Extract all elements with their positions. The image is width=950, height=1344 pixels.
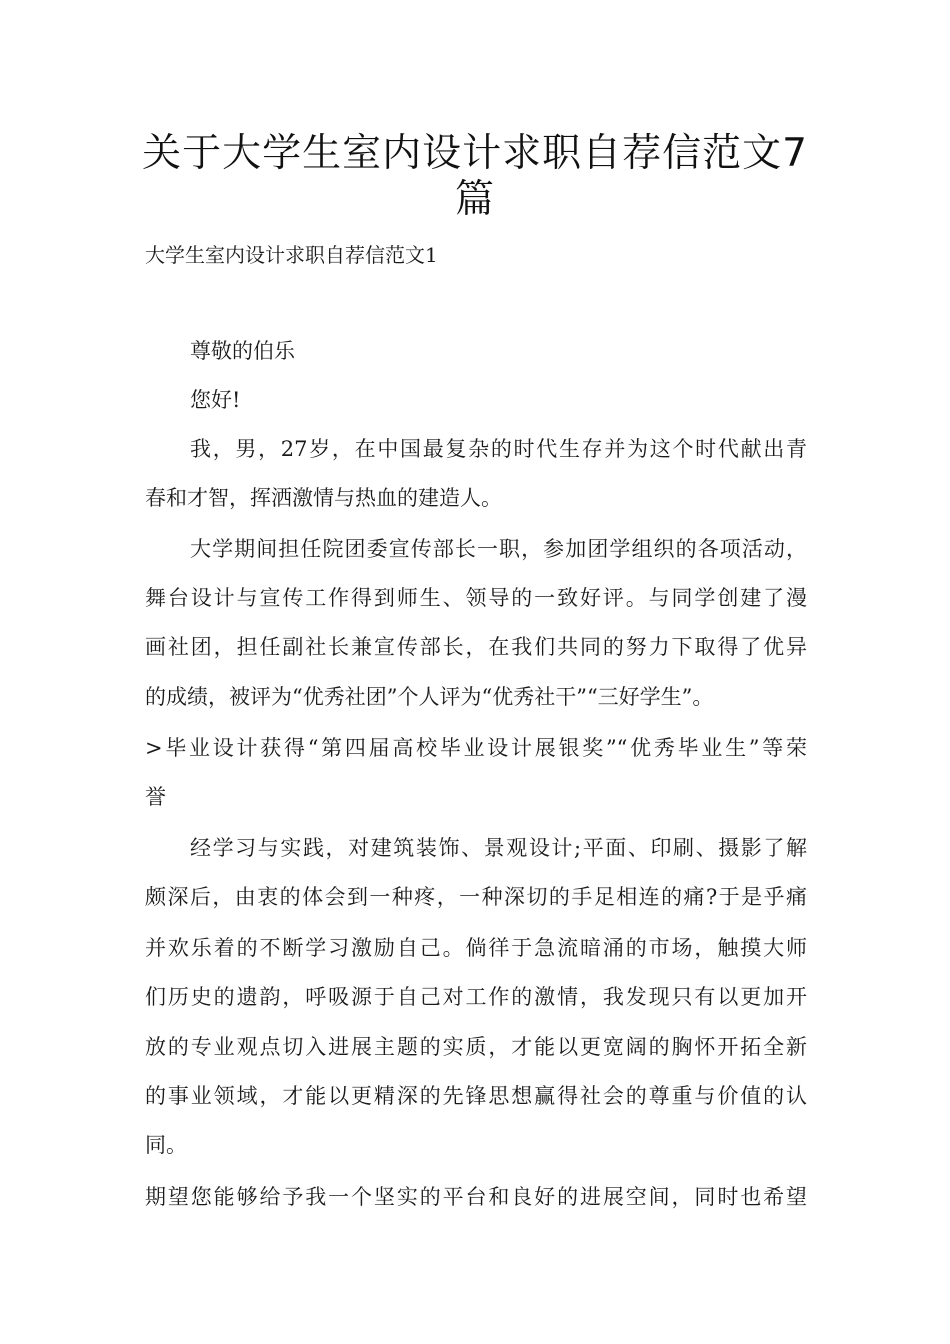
salutation: 尊敬的伯乐 [190, 339, 295, 363]
paragraph-2-line: >毕业设计获得“第四届高校毕业设计展银奖”“优秀毕业生”等荣 [145, 736, 807, 760]
document-title-line-1: 关于大学生室内设计求职自荐信范文7 [142, 131, 808, 176]
paragraph-4-line: 期望您能够给予我一个坚实的平台和良好的进展空间，同时也希望 [145, 1185, 807, 1209]
paragraph-3-line: 并欢乐着的不断学习激励自己。倘徉于急流暗涌的市场，触摸大师 [145, 936, 807, 960]
greeting: 您好! [190, 388, 241, 412]
paragraph-2-line: 舞台设计与宣传工作得到师生、领导的一致好评。与同学创建了漫 [145, 586, 807, 610]
paragraph-3-line: 的事业领域，才能以更精深的先锋思想赢得社会的尊重与价值的认 [145, 1084, 807, 1108]
paragraph-3-line: 同。 [145, 1133, 187, 1157]
section-heading: 大学生室内设计求职自荐信范文1 [145, 243, 438, 267]
paragraph-3-line: 放的专业观点切入进展主题的实质，才能以更宽阔的胸怀开拓全新 [145, 1035, 807, 1059]
paragraph-2-line: 大学期间担任院团委宣传部长一职，参加团学组织的各项活动， [190, 537, 807, 561]
paragraph-1-line: 春和才智，挥洒激情与热血的建造人。 [145, 486, 502, 510]
paragraph-1-line: 我，男，27岁，在中国最复杂的时代生存并为这个时代献出青 [190, 437, 807, 461]
paragraph-3-line: 颇深后，由衷的体会到一种疼，一种深切的手足相连的痛?于是乎痛 [145, 885, 807, 909]
paragraph-2-line: 画社团，担任副社长兼宣传部长，在我们共同的努力下取得了优异 [145, 635, 807, 659]
document-title-line-2: 篇 [454, 177, 495, 222]
paragraph-3-line: 经学习与实践，对建筑装饰、景观设计;平面、印刷、摄影了解 [190, 836, 807, 860]
paragraph-2-line: 的成绩，被评为“优秀社团”个人评为“优秀社干”“三好学生”。 [145, 685, 714, 709]
paragraph-2-line: 誉 [145, 785, 166, 809]
paragraph-3-line: 们历史的遗韵，呼吸源于自己对工作的激情，我发现只有以更加开 [145, 985, 807, 1009]
